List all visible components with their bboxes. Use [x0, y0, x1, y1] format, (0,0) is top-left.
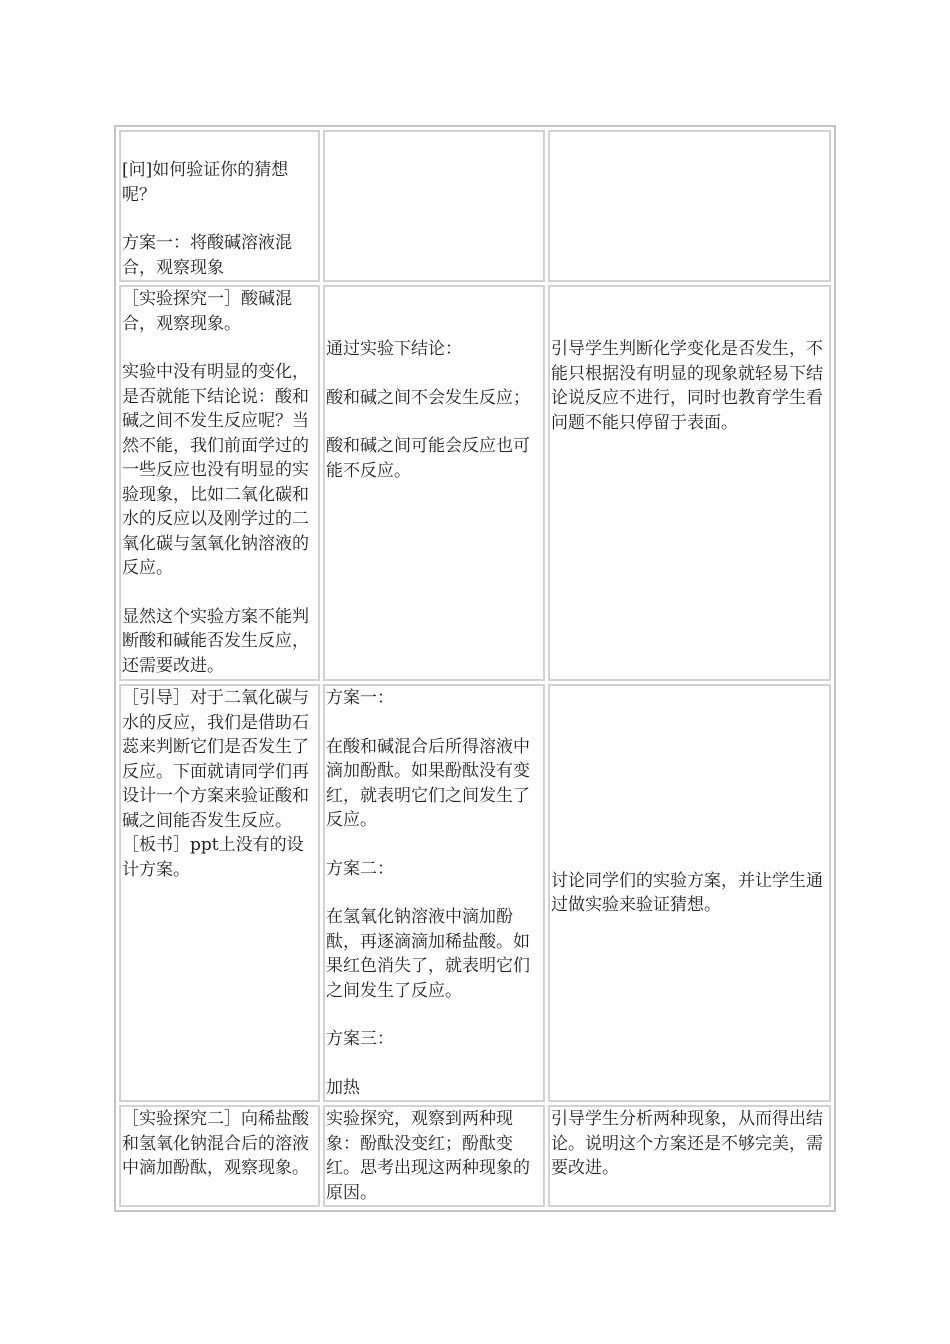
student-activity-cell [323, 684, 545, 1102]
cell-text: 讨论同学们的实验方案，并让学生通过做实验来验证猜想。 [551, 870, 823, 915]
cell-text: 实验中没有明显的变化，是否就能下结论说：酸和碱之间不发生反应呢？当然不能，我们前面学过的一些反应也没有明显的实验现象，比如二氧化碳和水的反应以及刚学过的二氧化碳与氢氧化钠溶液的反应。 [122, 362, 309, 578]
student-activity-cell [323, 130, 545, 282]
cell-text: 显然这个实验方案不能判断酸和碱能否发生反应，还需要改进。 [122, 606, 309, 676]
design-intent-cell [548, 285, 831, 681]
student-activity-cell [323, 1105, 545, 1207]
cell-text: 方案一： [326, 688, 394, 708]
cell-text: 方案二： [326, 858, 394, 879]
teacher-activity-cell [119, 130, 320, 282]
cell-text: 酸和碱之间不会发生反应； [326, 387, 530, 408]
cell-text: 引导学生分析两种现象，从而得出结论。说明这个方案还是不够完美，需要改进。 [551, 1109, 823, 1178]
teacher-activity-cell [119, 1105, 320, 1207]
table-row [119, 130, 831, 282]
cell-text: 方案三： [326, 1029, 394, 1049]
table-row [119, 1105, 831, 1207]
cell-text: 加热 [326, 1077, 360, 1098]
cell-text: 通过实验下结论： [326, 339, 462, 359]
teacher-activity-cell [119, 285, 320, 681]
design-intent-cell [548, 684, 831, 1102]
teacher-activity-cell [119, 684, 320, 1102]
cell-text: 引导学生判断化学变化是否发生，不能只根据没有明显的现象就轻易下结论说反应不进行，同时也教育学生看问题不能只停留于表面。 [551, 339, 823, 433]
cell-text: 酸和碱之间可能会反应也可能不反应。 [326, 436, 530, 481]
cell-text: 在氢氧化钠溶液中滴加酚酞，再逐滴滴加稀盐酸。如果红色消失了，就表明它们之间发生了反应。 [326, 907, 530, 1001]
design-intent-cell [548, 130, 831, 282]
cell-text: ［实验探究二］向稀盐酸和氢氧化钠混合后的溶液中滴加酚酞，观察现象。 [122, 1109, 309, 1178]
table-row [119, 285, 831, 681]
student-activity-cell [323, 285, 545, 681]
table-row [119, 684, 831, 1102]
cell-text: 实验探究，观察到两种现象：酚酞没变红；酚酞变红。思考出现这两种现象的原因。 [326, 1109, 530, 1203]
design-intent-cell [548, 1105, 831, 1207]
cell-text: 在酸和碱混合后所得溶液中滴加酚酞。如果酚酞没有变红，就表明它们之间发生了反应。 [326, 736, 530, 830]
cell-text: [问]如何验证你的猜想呢？ [122, 160, 289, 205]
lesson-plan-table [114, 125, 836, 1212]
cell-text: 方案一：将酸碱溶液混合，观察现象 [122, 233, 292, 278]
cell-text: ［实验探究一］酸碱混合，观察现象。 [122, 289, 292, 334]
cell-text: ［引导］对于二氧化碳与水的反应，我们是借助石蕊来判断它们是否发生了反应。下面就请同学们再设计一个方案来验证酸和碱之间能否发生反应。 [122, 688, 309, 831]
cell-text: ［板书］ppt上没有的设计方案。 [122, 835, 304, 880]
